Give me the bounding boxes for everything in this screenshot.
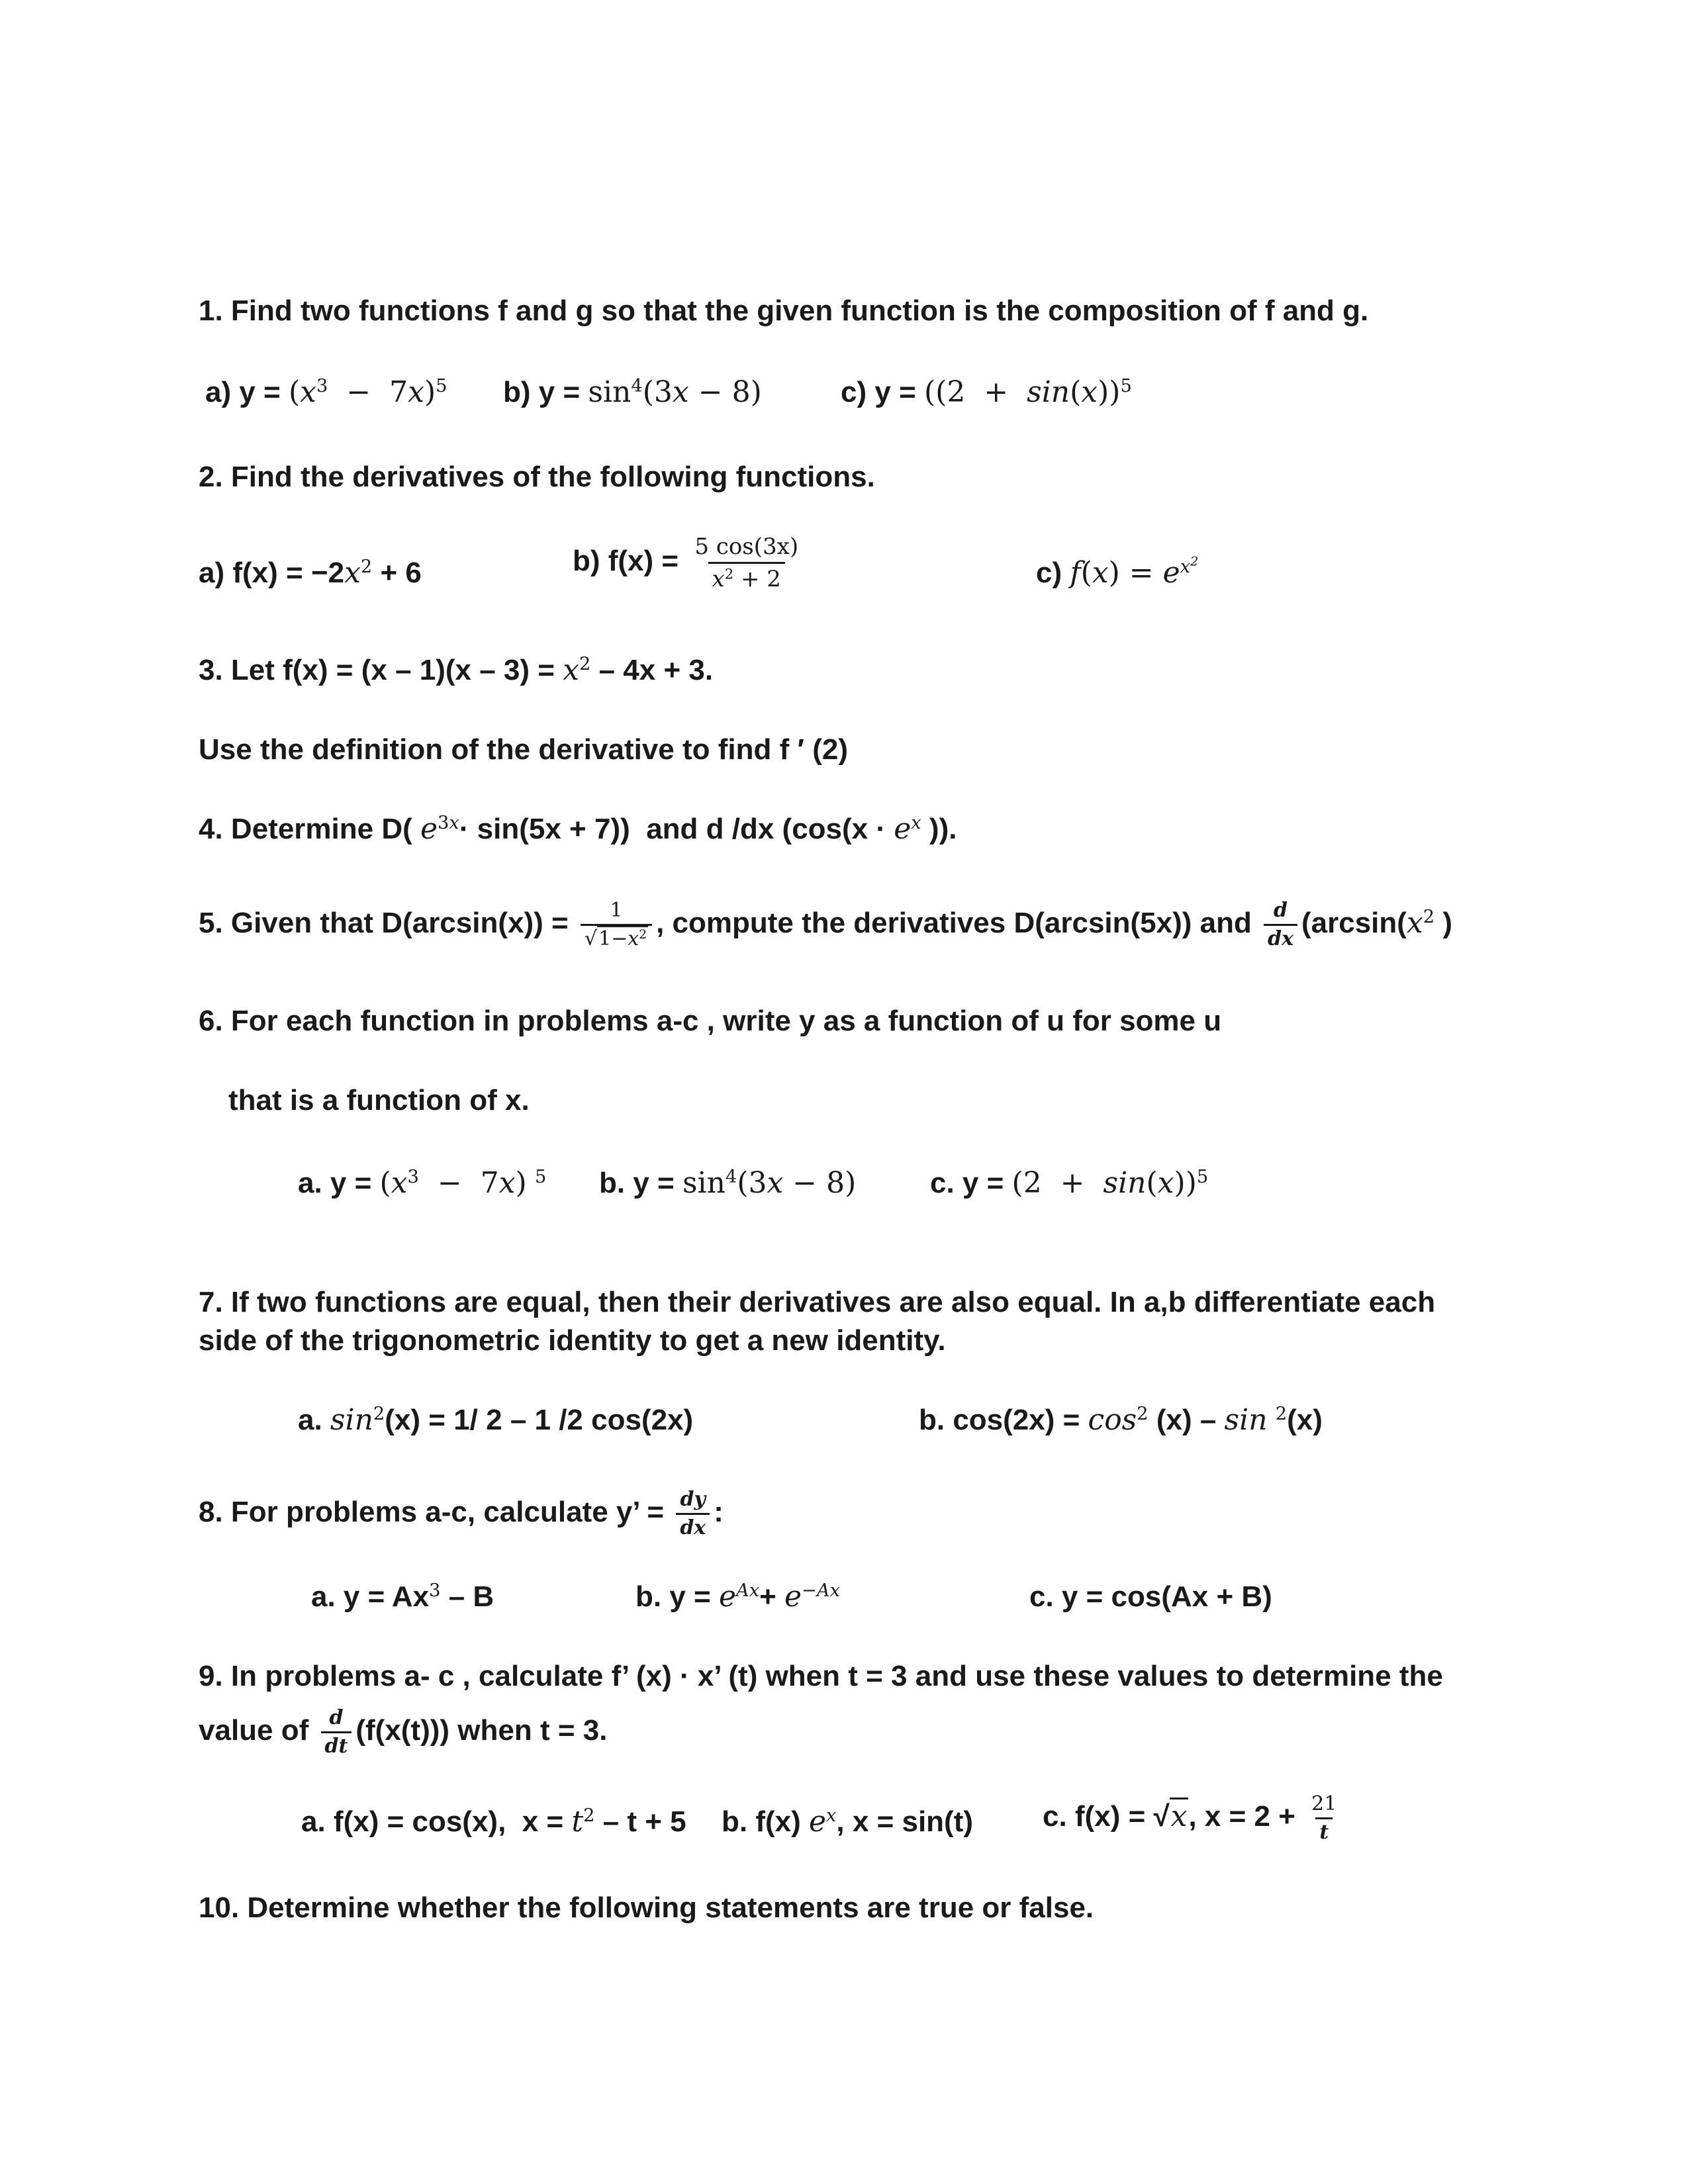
problem-8-fraction-denominator: dx <box>676 1513 710 1539</box>
problem-3-prompt: 3. Let $f(x) = (x - 1)(x - 3) = x^2 - 4x + 3$. <box>199 653 714 687</box>
problem-9-prompt-line1: 9. In problems a- c , calculate f’ (x) · x’ (t) when t = 3 and use these values to determine the <box>199 1660 1443 1692</box>
problem-2b-denominator: $x^2 + 2$ <box>708 562 785 592</box>
problem-2b: b) f(x) = $\frac{5 \cos(3x)}{x^2 + 2}$ <box>573 534 806 592</box>
problem-9c: c. f(x) = √x, x = 2 + $\frac{21}{t}$ <box>1043 1794 1344 1843</box>
problem-7-prompt-line2: side of the trigonometric identity to get a new identity. <box>199 1324 946 1357</box>
problem-2a: a) $f(x) = -2x^2 + 6$ <box>199 556 422 590</box>
problem-8-fraction-numerator: dy <box>680 1488 706 1511</box>
problem-9c-numerator: 21 <box>1311 1792 1337 1815</box>
problem-4-prompt: 4. Determine D( $e^{3x}\cdot \sin(5x + 7)$) and d /dx ($\cos(x \cdot e^x$ )). <box>199 812 957 846</box>
problem-7-prompt-line1: 7. If two functions are equal, then their derivatives are also equal. In a,b differentiate each <box>199 1286 1436 1318</box>
problem-2c: c) $f(x) = e^{x^2}$ <box>1036 553 1199 590</box>
problem-6b: b. $y = \sin^4(3x - 8)$ <box>599 1166 857 1200</box>
problem-8: 8. For problems a-c, calculate y’ = $\frac{dy}{dx}$ : <box>199 1488 724 1539</box>
problem-6c: c. $y = (2 + \sin(x))^5$ <box>930 1166 1209 1200</box>
problem-5: 5. Given that D(arcsin(x)) = $\frac{1}{√1-x^2}$ , compute the derivatives D(arcsin(5x)) and $\frac{d}{dx}$ ($\arcsin(x^2$ ) <box>199 899 1453 950</box>
problem-9-d-numerator: d <box>329 1706 344 1729</box>
problem-2-prompt: 2. Find the derivatives of the following functions. <box>199 461 875 493</box>
problem-9c-denominator: t <box>1315 1817 1333 1843</box>
problem-8a: a. $y = Ax^3 - B$ <box>311 1580 494 1613</box>
problem-2b-numerator: 5 cos(3x) <box>694 533 799 560</box>
problem-9a: a. f(x) = cos(x), $x = t^2 - t + 5$ <box>301 1805 686 1839</box>
problem-1c: c) $y = ((2 + \sin(x))^5$ <box>841 375 1132 409</box>
problem-7a: a. $\sin^2(x) = 1/$ 2 – 1 /2 cos(2x) <box>298 1403 694 1437</box>
problem-1-prompt: 1. Find two functions f and g so that the given function is the composition of f and g. <box>199 295 1369 327</box>
problem-5-fraction-denominator: $√1-x^2$ <box>581 924 652 950</box>
problem-9-d-denominator: dt <box>321 1731 352 1757</box>
problem-1a: a) $y = (x^3 - 7x)^5$ <box>205 375 447 409</box>
problem-9b: b. f(x) $e^x$, x = sin(t) <box>722 1805 974 1839</box>
problem-5-d-denominator: dx <box>1264 924 1297 950</box>
problem-6-prompt: 6. For each function in problems a-c , write y as a function of u for some u <box>199 1005 1222 1037</box>
problem-7b: b. $\cos(2x) = \cos^2 (x) - \sin ^2(x)$ <box>919 1403 1323 1437</box>
problem-6a: a. $y = (x^3 - 7x)$ $^5$ <box>298 1166 547 1200</box>
problem-5-d-numerator: d <box>1274 899 1288 922</box>
problem-9-prompt-line2: value of $\frac{d}{dt}$ (f(x(t))) when t = 3. <box>199 1706 608 1758</box>
problem-10-prompt: 10. Determine whether the following statements are true or false. <box>199 1891 1094 1924</box>
problem-8b: b. $y = e^{Ax}+ e^{-Ax}$ <box>635 1580 840 1614</box>
problem-6-prompt-cont: that is a function of x. <box>228 1084 530 1116</box>
problem-8c: c. y = cos(Ax + B) <box>1029 1580 1272 1613</box>
problem-3-instruction: Use the definition of the derivative to find f ′ (2) <box>199 733 849 766</box>
problem-5-fraction-numerator: 1 <box>610 899 623 922</box>
problem-1b: b) $y = \sin^4(3x - 8)$ <box>503 375 762 409</box>
